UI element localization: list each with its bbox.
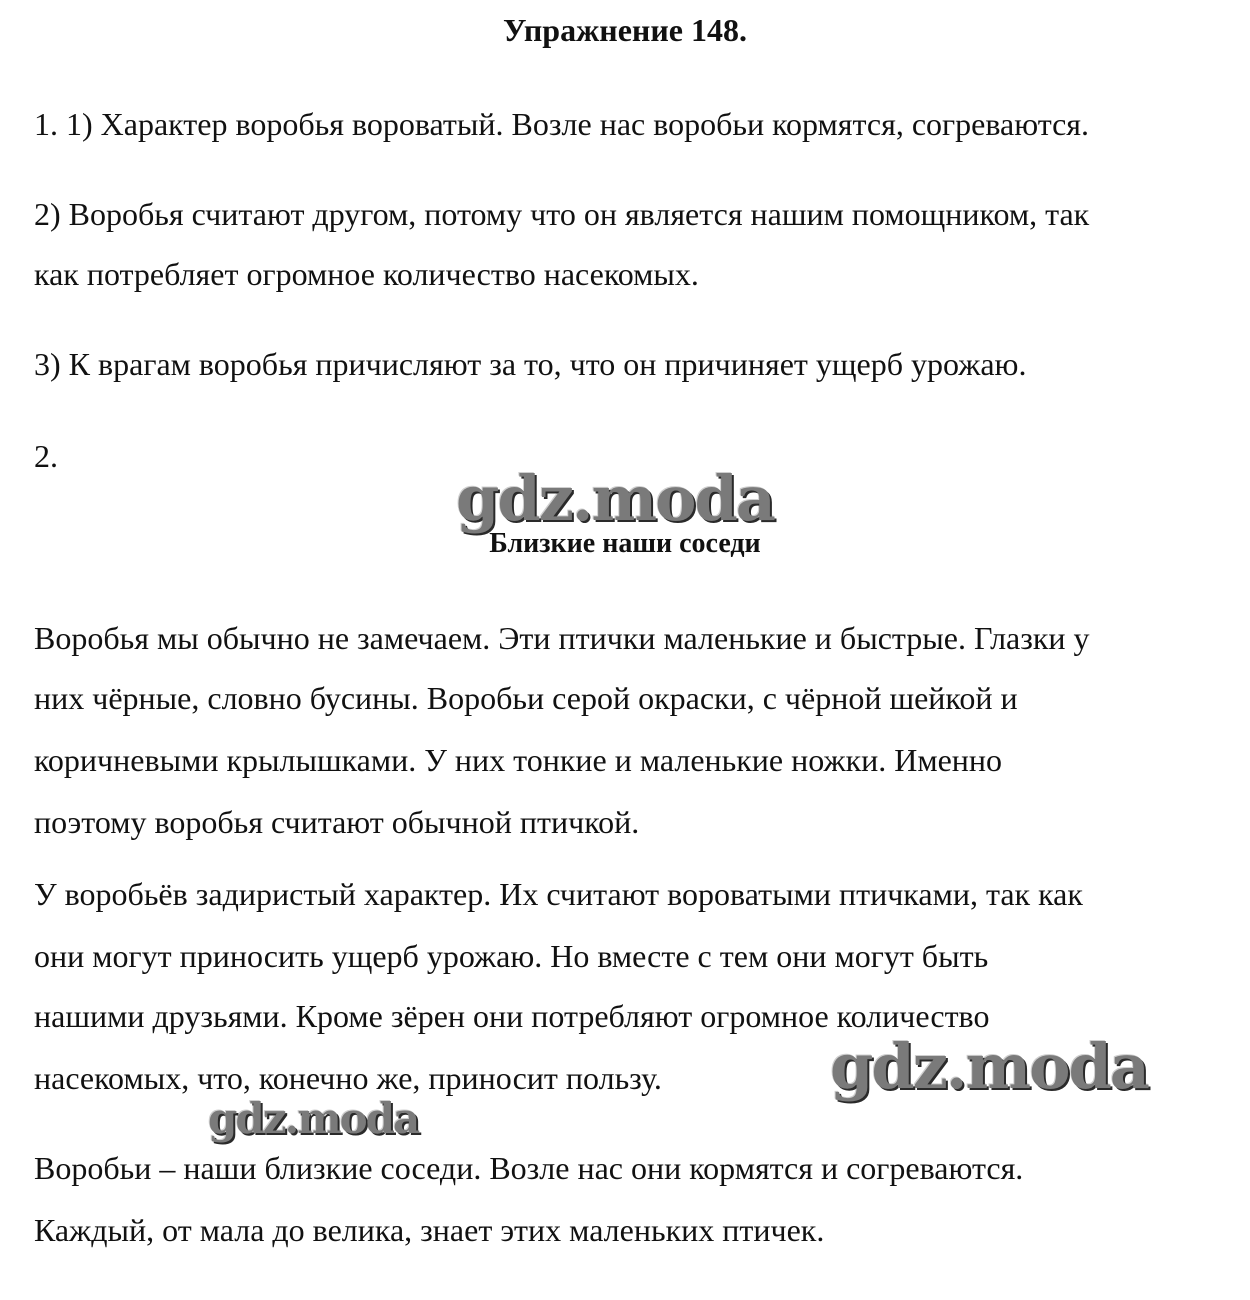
answer-1-1: 1. 1) Характер воробья вороватый. Возле нас воробьи кормятся, согреваются.: [34, 106, 1090, 142]
answer-1-3: 3) К врагам воробья причисляют за то, что он причиняет ущерб урожаю.: [34, 346, 1027, 382]
essay-p2-line1: У воробьёв задиристый характер. Их считают вороватыми птичками, так как: [34, 876, 1083, 912]
essay-p1-line1: Воробья мы обычно не замечаем. Эти птички маленькие и быстрые. Глазки у: [34, 620, 1090, 656]
essay-p2-line3: нашими друзьями. Кроме зёрен они потребляют огромное количество: [34, 998, 990, 1034]
watermark-logo: gdz.moda: [208, 1094, 419, 1143]
watermark-logo: gdz.moda: [830, 1030, 1148, 1103]
essay-p1-line2: них чёрные, словно бусины. Воробьи серой окраски, с чёрной шейкой и: [34, 680, 1018, 716]
answer-1-2-line1: 2) Воробья считают другом, потому что он является нашим помощником, так: [34, 196, 1090, 232]
essay-title: Близкие наши соседи: [489, 528, 761, 559]
exercise-title: Упражнение 148.: [502, 12, 747, 48]
essay-p3-line1: Воробьи – наши близкие соседи. Возле нас они кормятся и согреваются.: [34, 1150, 1024, 1186]
answer-1-2-line2: как потребляет огромное количество насекомых.: [34, 256, 699, 292]
essay-p2-line4: насекомых, что, конечно же, приносит пользу.: [34, 1060, 662, 1096]
essay-p3-line2: Каждый, от мала до велика, знает этих маленьких птичек.: [34, 1212, 825, 1248]
essay-p1-line3: коричневыми крылышками. У них тонкие и маленькие ножки. Именно: [34, 742, 1003, 778]
essay-p2-line2: они могут приносить ущерб урожаю. Но вместе с тем они могут быть: [34, 938, 989, 974]
essay-p1-line4: поэтому воробья считают обычной птичкой.: [34, 804, 640, 840]
answer-2-label: 2.: [34, 438, 58, 474]
watermark-logo: gdz.moda: [456, 462, 774, 535]
